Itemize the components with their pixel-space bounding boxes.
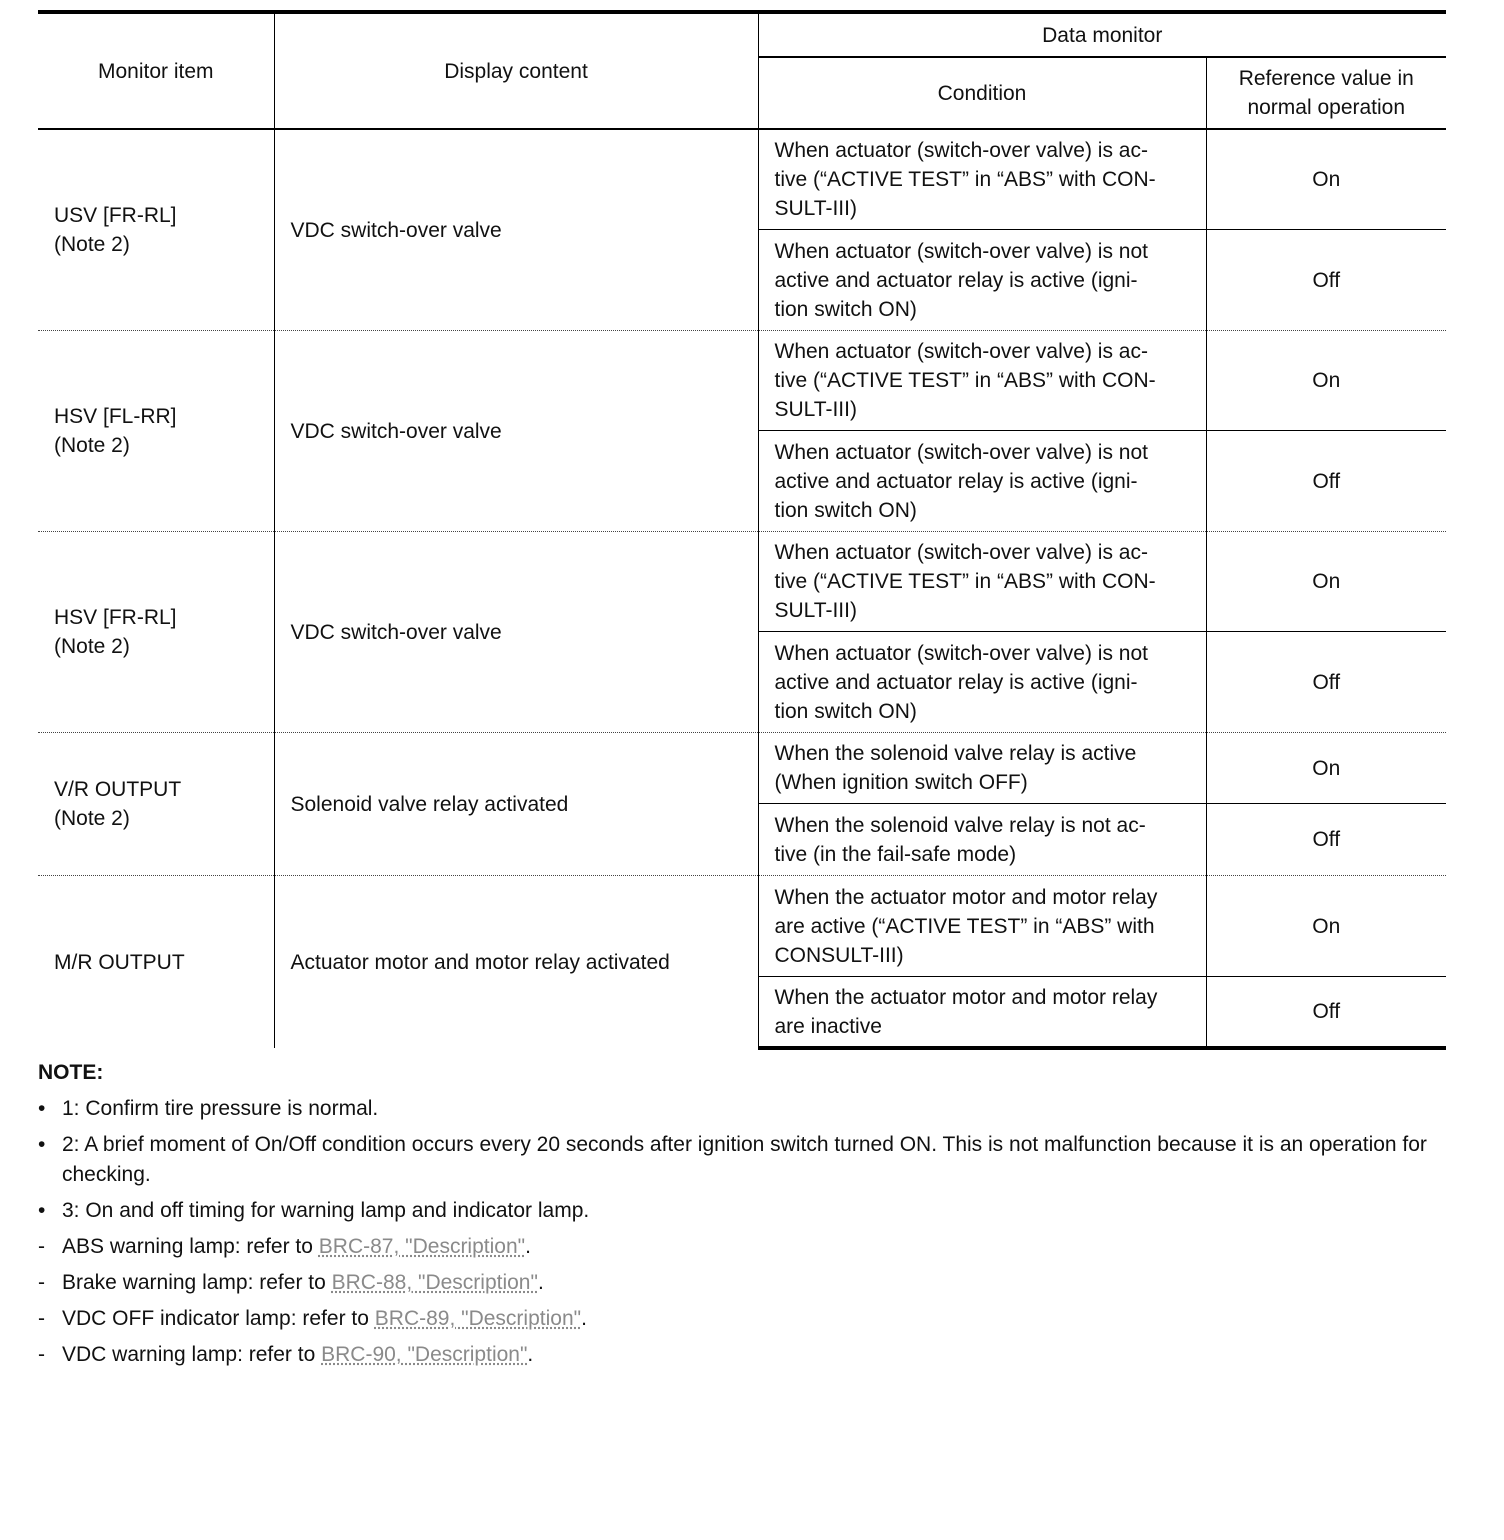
header-data-monitor: Data monitor — [758, 12, 1446, 57]
reference-value-text: Off — [1312, 670, 1341, 694]
reference-link[interactable]: BRC-88, "Description" — [331, 1271, 538, 1294]
condition-cell — [758, 876, 1206, 977]
note-marker: - — [38, 1343, 45, 1366]
condition-text: tive (“ACTIVE TEST” in “ABS” with CON- — [774, 570, 1156, 593]
reference-value-cell — [1206, 230, 1446, 331]
condition-cell — [758, 230, 1206, 331]
monitor-item-cell — [38, 876, 274, 1049]
condition-text: are active (“ACTIVE TEST” in “ABS” with — [774, 914, 1155, 938]
header-condition: Condition — [758, 57, 1206, 129]
table-row — [38, 733, 1446, 804]
condition-text: tive (“ACTIVE TEST” in “ABS” with CON- — [774, 369, 1156, 392]
condition-text: are inactive — [774, 1014, 882, 1038]
reference-value-text: On — [1312, 570, 1341, 593]
condition-cell — [758, 431, 1206, 532]
monitor-item-text: HSV [FR-RL] — [54, 606, 177, 629]
condition-text: When actuator (switch-over valve) is not — [774, 239, 1148, 263]
table-row — [38, 129, 1446, 230]
note-marker: • — [38, 1097, 46, 1120]
condition-text: When the actuator motor and motor relay — [774, 885, 1158, 909]
note-text — [62, 1130, 1446, 1190]
reference-link[interactable]: BRC-89, "Description" — [374, 1307, 582, 1330]
reference-value-cell — [1206, 632, 1446, 733]
condition-cell — [758, 331, 1206, 431]
display-content-text: Solenoid valve relay activated — [290, 792, 569, 816]
note-text-body: VDC warning lamp: refer to — [62, 1343, 322, 1366]
document — [38, 10, 1446, 1376]
display-content-text: VDC switch-over valve — [290, 218, 502, 242]
note-text-body: ABS warning lamp: refer to — [62, 1235, 319, 1258]
condition-text: When actuator (switch-over valve) is ac- — [774, 340, 1148, 363]
condition-text: SULT-III) — [774, 398, 857, 421]
note-text-after: . — [537, 1271, 544, 1294]
condition-text: When the actuator motor and motor relay — [774, 985, 1158, 1009]
reference-value-text: Off — [1312, 268, 1341, 292]
note-item — [38, 1340, 1446, 1370]
monitor-item-cell — [38, 129, 274, 331]
reference-value-cell — [1206, 331, 1446, 431]
note-text-after: . — [525, 1235, 531, 1258]
monitor-item-cell — [38, 532, 274, 733]
reference-link[interactable]: BRC-87, "Description" — [318, 1235, 526, 1258]
note-marker: • — [38, 1133, 46, 1156]
notes-list — [38, 1094, 1446, 1370]
condition-cell — [758, 632, 1206, 733]
monitor-item-cell — [38, 733, 274, 876]
monitor-item-text: USV [FR-RL] — [54, 204, 177, 227]
note-text — [62, 1304, 1446, 1334]
condition-text: tive (in the fail-safe mode) — [774, 842, 1017, 866]
monitor-item-text: (Note 2) — [54, 807, 130, 830]
display-content-cell — [274, 733, 758, 876]
display-content-text: VDC switch-over valve — [290, 419, 502, 443]
note-marker: - — [38, 1235, 45, 1258]
reference-value-text: On — [1312, 168, 1341, 191]
condition-text: (When ignition switch OFF) — [774, 771, 1028, 794]
reference-value-text: On — [1312, 914, 1341, 938]
table-row — [38, 532, 1446, 632]
note-text-body: 3: On and off timing for warning lamp and indicator lamp. — [62, 1199, 590, 1222]
condition-text: tive (“ACTIVE TEST” in “ABS” with CON- — [774, 168, 1156, 191]
reference-value-cell — [1206, 129, 1446, 230]
condition-text: When actuator (switch-over valve) is not — [774, 440, 1148, 464]
condition-text: SULT-III) — [774, 599, 857, 622]
reference-value-text: Off — [1312, 469, 1341, 493]
condition-text: When actuator (switch-over valve) is not — [774, 641, 1148, 665]
note-text — [62, 1340, 1446, 1370]
reference-value-cell — [1206, 733, 1446, 804]
table-body — [38, 129, 1446, 1048]
reference-value-text: On — [1312, 756, 1341, 780]
display-content-cell — [274, 331, 758, 532]
condition-text: active and actuator relay is active (igni- — [774, 268, 1138, 292]
note-text-body: 1: Confirm tire pressure is normal. — [62, 1097, 379, 1120]
note-marker: - — [38, 1271, 45, 1294]
condition-text: When actuator (switch-over valve) is ac- — [774, 139, 1148, 162]
notes-section — [38, 1058, 1446, 1370]
condition-text: active and actuator relay is active (igni- — [774, 670, 1138, 694]
display-content-cell — [274, 532, 758, 733]
header-reference-value: Reference value in normal operation — [1206, 57, 1446, 129]
condition-cell — [758, 804, 1206, 876]
reference-value-text: On — [1312, 369, 1341, 392]
header-display-content: Display content — [274, 12, 758, 129]
display-content-cell — [274, 876, 758, 1049]
condition-text: tion switch ON) — [774, 498, 917, 522]
note-text-body: 2: A brief moment of On/Off condition occurs every 20 seconds after ignition switch turned ON. This is not malfunction because it is an operation for checking. — [62, 1133, 1427, 1186]
display-content-text: Actuator motor and motor relay activated — [290, 950, 670, 974]
monitor-item-text: HSV [FL-RR] — [54, 405, 177, 428]
note-text-after: . — [527, 1343, 534, 1366]
reference-value-cell — [1206, 804, 1446, 876]
notes-title: NOTE: — [38, 1061, 104, 1084]
note-item — [38, 1196, 1446, 1226]
condition-text: When actuator (switch-over valve) is ac- — [774, 541, 1148, 564]
condition-text: When the solenoid valve relay is active — [774, 742, 1137, 765]
display-content-cell — [274, 129, 758, 331]
monitor-item-text: V/R OUTPUT — [54, 778, 182, 801]
condition-text: tion switch ON) — [774, 297, 917, 321]
monitor-item-text: M/R OUTPUT — [54, 950, 185, 974]
reference-value-cell — [1206, 977, 1446, 1049]
note-item — [38, 1304, 1446, 1334]
note-marker: - — [38, 1307, 45, 1330]
note-item — [38, 1232, 1446, 1262]
condition-cell — [758, 733, 1206, 804]
note-text-body: Brake warning lamp: refer to — [62, 1271, 332, 1294]
note-item — [38, 1094, 1446, 1124]
note-text-body: VDC OFF indicator lamp: refer to — [62, 1307, 375, 1330]
condition-text: tion switch ON) — [774, 699, 917, 723]
monitor-item-text: (Note 2) — [54, 233, 130, 256]
reference-value-cell — [1206, 532, 1446, 632]
condition-text: active and actuator relay is active (igni- — [774, 469, 1138, 493]
reference-value-text: Off — [1312, 1000, 1341, 1023]
monitor-item-text: (Note 2) — [54, 635, 130, 658]
header-monitor-item: Monitor item — [38, 12, 274, 129]
note-text-after: . — [581, 1307, 587, 1330]
condition-text: CONSULT-III) — [774, 943, 904, 967]
condition-text: SULT-III) — [774, 197, 857, 220]
data-monitor-table — [38, 10, 1446, 1050]
monitor-item-text: (Note 2) — [54, 434, 130, 457]
reference-link[interactable]: BRC-90, "Description" — [321, 1343, 528, 1366]
note-marker: • — [38, 1199, 46, 1222]
monitor-item-cell — [38, 331, 274, 532]
note-item — [38, 1268, 1446, 1298]
note-text — [62, 1196, 1446, 1226]
table-row — [38, 331, 1446, 431]
note-text — [62, 1232, 1446, 1262]
note-item — [38, 1130, 1446, 1190]
note-text — [62, 1268, 1446, 1298]
note-text — [62, 1094, 1446, 1124]
condition-cell — [758, 129, 1206, 230]
table-row — [38, 876, 1446, 977]
condition-cell — [758, 977, 1206, 1049]
condition-text: When the solenoid valve relay is not ac- — [774, 813, 1146, 837]
reference-value-cell — [1206, 876, 1446, 977]
display-content-text: VDC switch-over valve — [290, 620, 502, 644]
condition-cell — [758, 532, 1206, 632]
reference-value-text: Off — [1312, 828, 1341, 851]
reference-value-cell — [1206, 431, 1446, 532]
